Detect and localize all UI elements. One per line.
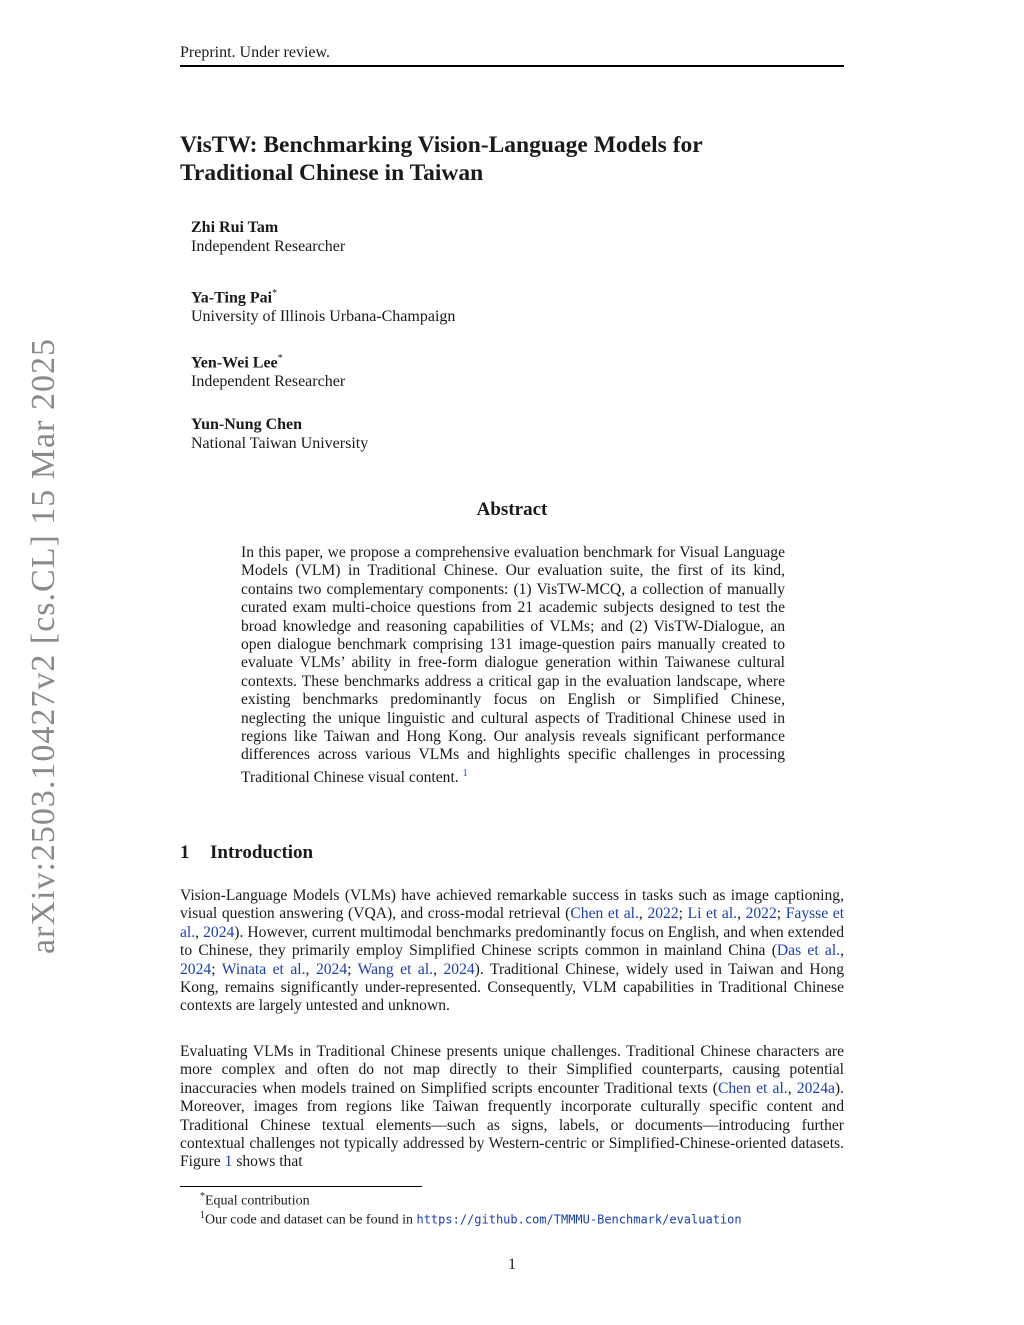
- author-block: [191, 284, 455, 326]
- citation-link[interactable]: 2022: [647, 905, 679, 923]
- code-url-link[interactable]: https://github.com/TMMMU-Benchmark/evaluation: [416, 1212, 742, 1227]
- author-block: [191, 349, 345, 391]
- author-name: Yen-Wei Lee: [191, 354, 278, 372]
- section-heading: [180, 842, 313, 864]
- equal-contribution-mark[interactable]: *: [277, 353, 283, 364]
- citation-link[interactable]: 2024: [443, 960, 475, 978]
- figure-ref-link[interactable]: 1: [224, 1153, 233, 1171]
- author-name: Ya-Ting Pai: [191, 289, 273, 307]
- section-number: 1: [180, 842, 190, 863]
- author-affiliation: National Taiwan University: [191, 435, 369, 452]
- footnote-mark: 1: [200, 1210, 205, 1221]
- author-name: Yun-Nung Chen: [191, 416, 303, 433]
- footnote-text: Equal contribution: [205, 1193, 310, 1209]
- citation-link[interactable]: 2024a: [796, 1079, 835, 1097]
- equal-contribution-mark[interactable]: *: [272, 288, 278, 299]
- title-line-1: VisTW: Benchmarking Vision-Language Models for: [180, 132, 703, 158]
- header-rule: [180, 65, 844, 67]
- page-number: 1: [508, 1256, 516, 1273]
- citation-link[interactable]: Chen et al.: [570, 905, 639, 923]
- citation-link[interactable]: 2024: [180, 960, 212, 978]
- author-affiliation: Independent Researcher: [191, 238, 346, 255]
- author-affiliation: University of Illinois Urbana-Champaign: [191, 308, 456, 326]
- paper-title: [180, 131, 844, 187]
- footnote-mark: *: [200, 1191, 205, 1202]
- abstract-heading: Abstract: [476, 499, 548, 520]
- abstract-text: In this paper, we propose a comprehensive evaluation benchmark for Visual Language Models (VLM) in Traditional Chinese. Our evaluation suite, the first of its kind, contains two complementary components: (1) VisTW-MCQ, a collection of manually curated exam multi-choice questions from 21 academic subjects designed to test the broad knowledge and reasoning capabilities of VLMs; and (2) VisTW-Dialogue, an open dialogue benchmark comprising 131 image-question pairs manually created to evaluate VLMs’ ability in free-form dialogue generation within Taiwanese cultural contexts. These benchmarks address a critical gap in the evaluation landscape, where existing benchmarks predominantly focus on English or Simplified Chinese, neglecting the unique linguistic and cultural aspects of Traditional Chinese used in regions like Taiwan and Hong Kong. Our analysis reveals significant performance differences across various VLMs and highlights specific challenges in processing Traditional Chinese visual content. $^1$: [241, 544, 785, 787]
- citation-link[interactable]: Winata et al.: [221, 960, 306, 978]
- author-block: [191, 415, 368, 453]
- citation-link[interactable]: 2024: [315, 960, 348, 978]
- title-line-2: Traditional Chinese in Taiwan: [180, 160, 484, 186]
- author-block: [191, 218, 345, 256]
- citation-link[interactable]: 2024: [203, 923, 235, 941]
- section-title: Introduction: [210, 842, 314, 863]
- citation-link[interactable]: Li et al.: [687, 905, 738, 923]
- citation-link[interactable]: 2022: [745, 905, 777, 923]
- author-name: Zhi Rui Tam: [191, 219, 279, 236]
- intro-paragraph-2: Evaluating VLMs in Traditional Chinese presents unique challenges. Traditional Chinese characters are more complex and often do not map directly to their Simplified counterparts, causing potential inaccuracies when models trained on Simplified scripts encounter Traditional texts (Chen et al., 2024a). Moreover, images from regions like Taiwan frequently incorporate culturally specific content and Traditional Chinese textual elements—such as signs, labels, or documents—introducing further contextual challenges not typically addressed by Western-centric or Simplified-Chinese-oriented datasets. Figure 1 shows that: [180, 1043, 844, 1171]
- citation-link[interactable]: Faysse et al.: [180, 905, 845, 941]
- footnote-link[interactable]: 1: [462, 767, 468, 779]
- citation-link[interactable]: Das et al.: [776, 942, 841, 960]
- citation-link[interactable]: Wang et al.: [357, 960, 434, 978]
- citation-link[interactable]: Chen et al.: [717, 1079, 788, 1097]
- running-header: Preprint. Under review.: [180, 44, 331, 61]
- author-affiliation: Independent Researcher: [191, 373, 346, 391]
- footnote: [200, 1207, 742, 1229]
- footnote-text: Our code and dataset can be found in: [205, 1212, 417, 1228]
- footnote-rule: [180, 1186, 422, 1187]
- arxiv-stamp: arXiv:2503.10427v2 [cs.CL] 15 Mar 2025: [25, 338, 62, 954]
- intro-paragraph-1: Vision-Language Models (VLMs) have achieved remarkable success in tasks such as image captioning, visual question answering (VQA), and cross-modal retrieval (Chen et al., 2022; Li et al., 2022; Faysse et al., 2024). However, current multimodal benchmarks predominantly focus on English, and when extended to Chinese, they primarily employ Simplified Chinese scripts common in mainland China (Das et al., 2024; Winata et al., 2024; Wang et al., 2024). Traditional Chinese, widely used in Taiwan and Hong Kong, remains significantly under-represented. Consequently, VLM capabilities in Traditional Chinese contexts are largely untested and unknown.: [180, 887, 845, 1015]
